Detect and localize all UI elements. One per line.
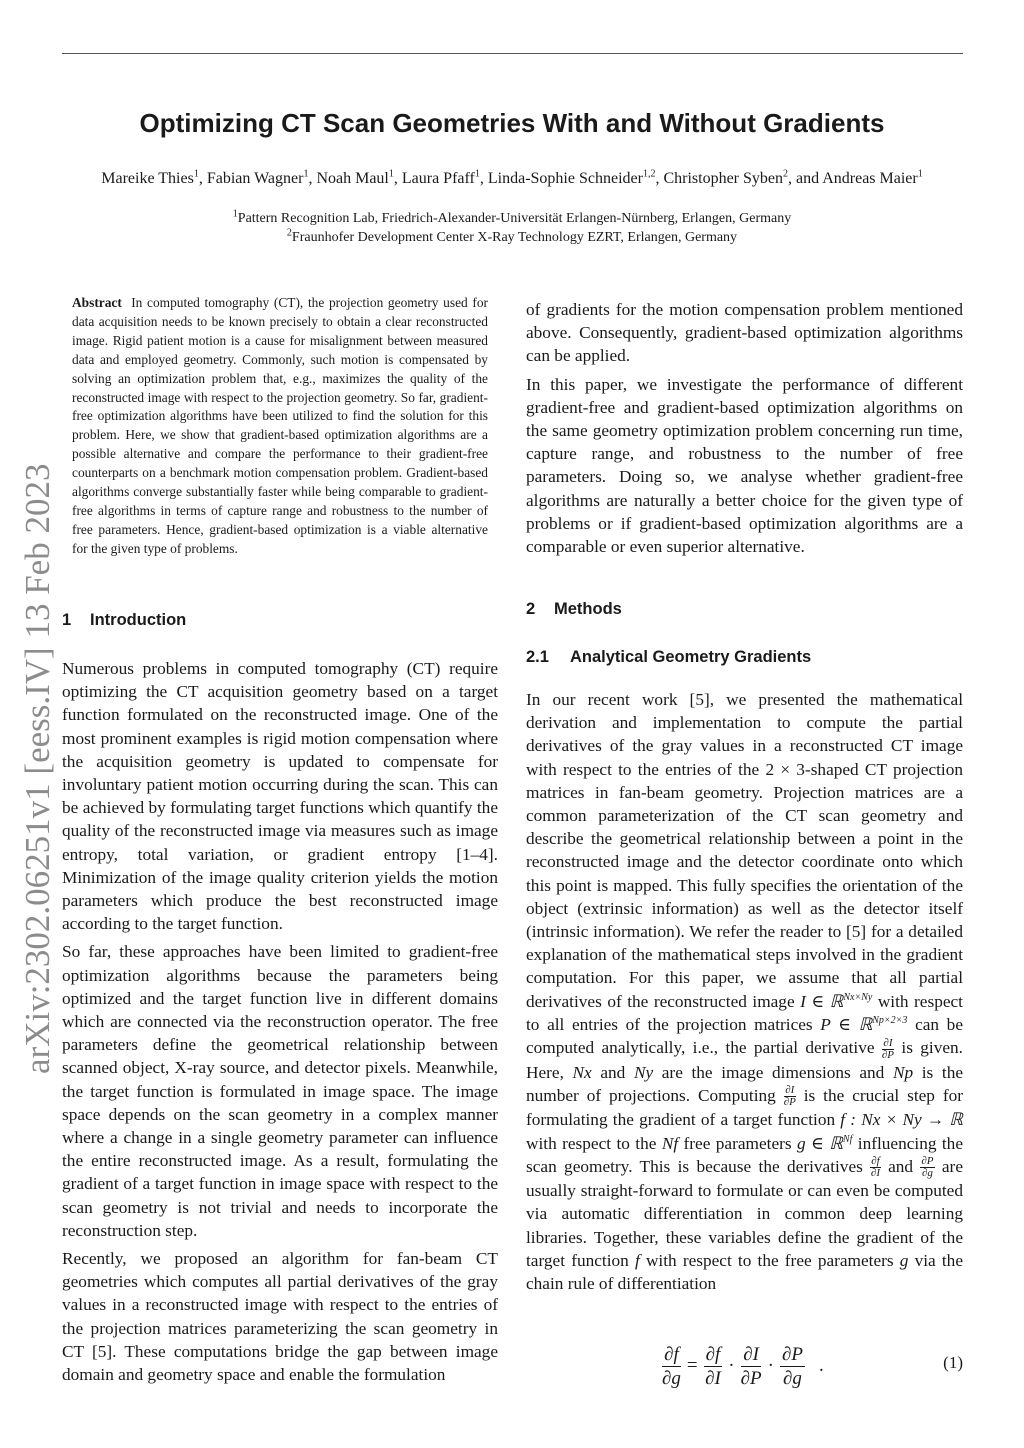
fraction-numerator: ∂I [883,1036,893,1049]
section-number: 2 [526,600,536,618]
math-fraction-df-dI [870,1156,881,1179]
abstract-label: Abstract [72,295,122,310]
math-symbol: Np [892,1062,914,1082]
fraction-numerator: ∂I [785,1084,795,1097]
paragraph: Numerous problems in computed tomography (CT) require optimizing the CT acquisition geometry based on a target function formulated on the reconstructed image. One of the most prominent examples is rigid motion compensation where the acquisition geometry is updated to compensate for involuntary patient motion occurring during the scan. This can be achieved by formulating target functions which quantify the quality of the reconstructed image via measures such as image entropy, total variation, or gradient entropy [1–4]. Minimization of the image quality criterion yields the motion parameters which produce the best reconstructed image according to the target function. [62,659,498,934]
eq-fraction-dP-dg [780,1343,805,1390]
top-rule [62,53,963,54]
math-symbol: Nf [661,1133,679,1153]
fraction-numerator: ∂f [871,1155,880,1168]
paragraph: Recently, we proposed an algorithm for fan-beam CT geometries which computes all partial derivatives of the gray values in a reconstructed image with respect to the entries of the projection matrices parameterizing the scan geometry in CT [5]. These computations bridge the gap between image domain and geometry space and enable the formulation [62,1249,498,1385]
author-name: Laura Pfaff [401,170,475,187]
author-name: Linda-Sophie Schneider [487,170,643,187]
equation-1 [526,1336,963,1396]
author-affiliation-mark: 1 [303,168,309,180]
math-fraction-dI-dP [882,1038,894,1061]
multiply-dot: · [728,1355,735,1376]
fraction-numerator: ∂P [921,1155,934,1168]
math-image-set [800,992,872,1011]
subsection-heading-analytical-geometry-gradients [526,648,811,667]
author-affiliation-mark: 1 [474,168,480,180]
author-affiliation-mark: 1,2 [642,168,656,180]
math-parameter-set [797,1134,852,1153]
text-run: with respect to all entries of the projection matrices [526,991,963,1034]
fraction-denominator: ∂g [782,1367,802,1389]
fraction-denominator: ∂P [881,1048,895,1061]
math-symbol: Nx [572,1062,592,1082]
paragraph: So far, these approaches have been limited to gradient-free optimization algorithms because the parameters being optimized and the target function live in different domains which are connected via the reconstruction operator. The free parameters define the geometrical relationship between scanned object, X-ray source, and detector pixels. Meanwhile, the target function is formulated in image space. The image space depends on the scan geometry in a complex manner where a change in a single geometry parameter can influence the entire reconstructed image. As a result, formulating the gradient of a target function in image space with respect to the scan geometry is not trivial and needs to incorporate the reconstruction step. [62,942,498,1240]
author-name: Noah Maul [316,170,389,187]
author-name: Mareike Thies [101,170,194,187]
author-affiliation-mark: 1 [388,168,394,180]
fraction-denominator: ∂g [921,1167,933,1180]
equals-sign: = [686,1355,698,1376]
text-run: is the crucial step for formulating the gradient of a target function [526,1085,963,1130]
text-run: is given. Here, [526,1038,963,1082]
arxiv-stamp: arXiv:2302.06251v1 [eess.IV] 13 Feb 2023 [18,463,57,1074]
math-superscript: Nf [842,1133,853,1145]
author-affiliation-mark: 2 [783,168,788,180]
text-run: In our recent work [5], we presented the mathematical derivation and implementation to compute the partial derivatives of the gray values in a reconstructed CT image with respect to the entries of the 2 × 3-shaped CT projection matrices in fan-beam geometry. Projection matrices are a common parameterization of the CT scan geometry and describe the geometrical relationship between a point in the reconstructed image and the detector coordinate onto which this point is mapped. This fully specifies the orientation of the object (extrinsic information) as well as the detector itself (intrinsic information). We refer the reader to [5] for a detailed explanation of the mathematical steps involved in the gradient computation. For this paper, we assume that all partial derivatives of the reconstructed image [526,690,963,1011]
math-text: I ∈ ℝ [800,991,844,1011]
author-affiliation-mark: 1 [193,168,199,180]
section-number: 1 [62,611,72,629]
affiliation-text: Fraunhofer Development Center X-Ray Technology EZRT, Erlangen, Germany [291,230,738,245]
section-title: Methods [554,600,622,618]
math-matrix-set [820,1015,907,1034]
math-superscript: Nx×Ny [843,991,873,1003]
fraction-numerator: ∂f [705,1343,721,1365]
text-run: free parameters [683,1133,792,1153]
affiliation-mark: 2 [286,227,292,239]
math-symbol: f [634,1250,640,1270]
fraction-denominator: ∂P [783,1096,796,1109]
text-run: are usually straight-forward to formulate or can even be computed via automatic differentiation in common deep learning libraries. Together, these variables define the gradient of the target function [526,1156,963,1270]
subsection-title: Analytical Geometry Gradients [570,648,812,666]
fraction-denominator: ∂I [705,1367,721,1389]
math-text: g ∈ ℝ [797,1133,843,1153]
affiliation-list [0,209,1024,247]
affiliation [0,228,1024,247]
text-run: and [888,1156,914,1176]
fraction-denominator: ∂I [870,1167,880,1180]
fraction-denominator: ∂g [662,1367,681,1389]
text-run: with respect to the free parameters [645,1250,894,1270]
left-column-body [62,657,498,1391]
fraction-numerator: ∂f [664,1343,679,1365]
author-name: and Andreas Maier [796,170,918,187]
eq-fraction-df-dg [662,1343,681,1390]
affiliation [0,209,1024,228]
fraction-numerator: ∂P [781,1343,803,1365]
subsection-number: 2.1 [526,648,549,666]
section-heading-methods [526,600,622,619]
math-symbol: Ny [633,1062,654,1082]
text-run: are the image dimensions and [661,1062,885,1082]
text-run: with respect to the [526,1133,657,1153]
math-superscript: Np×2×3 [872,1015,908,1027]
math-fraction-dI-dP [784,1085,796,1108]
equation-number: (1) [943,1353,963,1372]
author-name: Christopher Syben [663,170,783,187]
equation-body [662,1336,830,1396]
right-column-methods-body [526,688,963,1300]
paragraph [526,688,963,1295]
section-title: Introduction [90,611,187,629]
math-expression: f : Nx × Ny → ℝ [840,1110,963,1130]
text-run: influencing the scan geometry. This is because the derivatives [526,1133,963,1176]
abstract [72,294,488,559]
fraction-denominator: ∂P [740,1367,762,1389]
math-symbol: g [899,1250,909,1270]
eq-fraction-df-dI [704,1343,723,1390]
math-fraction-dP-dg [920,1156,934,1179]
fraction-numerator: ∂I [743,1343,759,1365]
math-text: P ∈ ℝ [820,1014,873,1034]
text-run: and [600,1062,626,1082]
paper-title: Optimizing CT Scan Geometries With and Without Gradients [139,108,885,138]
paragraph: of gradients for the motion compensation problem mentioned above. Consequently, gradient-based optimization algorithms can be applied. [526,300,963,366]
eq-fraction-dI-dP [741,1343,762,1390]
abstract-text: In computed tomography (CT), the projection geometry used for data acquisition needs to be known precisely to obtain a clear reconstructed image. Rigid patient motion is a cause for misalignment between measured data and employed geometry. Commonly, such motion is compensated by solving an optimization problem that, e.g., maximizes the quality of the reconstructed image with respect to the projection geometry. So far, gradient-free optimization algorithms have been utilized to find the solution for this problem. Here, we show that gradient-based optimization algorithms are a possible alternative and compare the performance to their gradient-free counterparts on a benchmark motion compensation problem. Gradient-based algorithms converge substantially faster while being comparable to gradient-free algorithms in terms of capture range and robustness to the number of free parameters. Hence, gradient-based optimization is a viable alternative for the given type of problems. [72,295,489,556]
multiply-dot: · [767,1355,774,1376]
text-run: can be computed analytically, i.e., the partial derivative [526,1014,963,1058]
author-list: Mareike Thies$^1$, Fabian Wagner$^1$, Noah Maul$^1$, Laura Pfaff$^1$, Linda-Sophie Schneider$^{1,2}$, Christopher Syben$^2$, and Andreas Maier$^1$ [101,168,923,187]
section-heading-introduction [62,611,186,630]
equation-period: . [818,1355,824,1376]
paragraph: In this paper, we investigate the performance of different gradient-free and gradient-based optimization algorithms on the same geometry optimization problem concerning run time, capture range, and robustness to the number of free parameters. Doing so, we analyse whether gradient-free algorithms are naturally a better choice for the given type of problems or if gradient-based optimization algorithms are a comparable or even superior alternative. [526,374,963,557]
author-name: Fabian Wagner [206,170,304,187]
text-run: is the number of projections. Computing [526,1062,964,1105]
affiliation-mark: 1 [232,208,238,220]
author-affiliation-mark: 1 [917,168,923,180]
right-column-intro [526,298,963,563]
affiliation-text: Pattern Recognition Lab, Friedrich-Alexander-Universität Erlangen-Nürnberg, Erlangen, Germany [237,211,792,226]
text-run: via the chain rule of differentiation [526,1250,963,1294]
